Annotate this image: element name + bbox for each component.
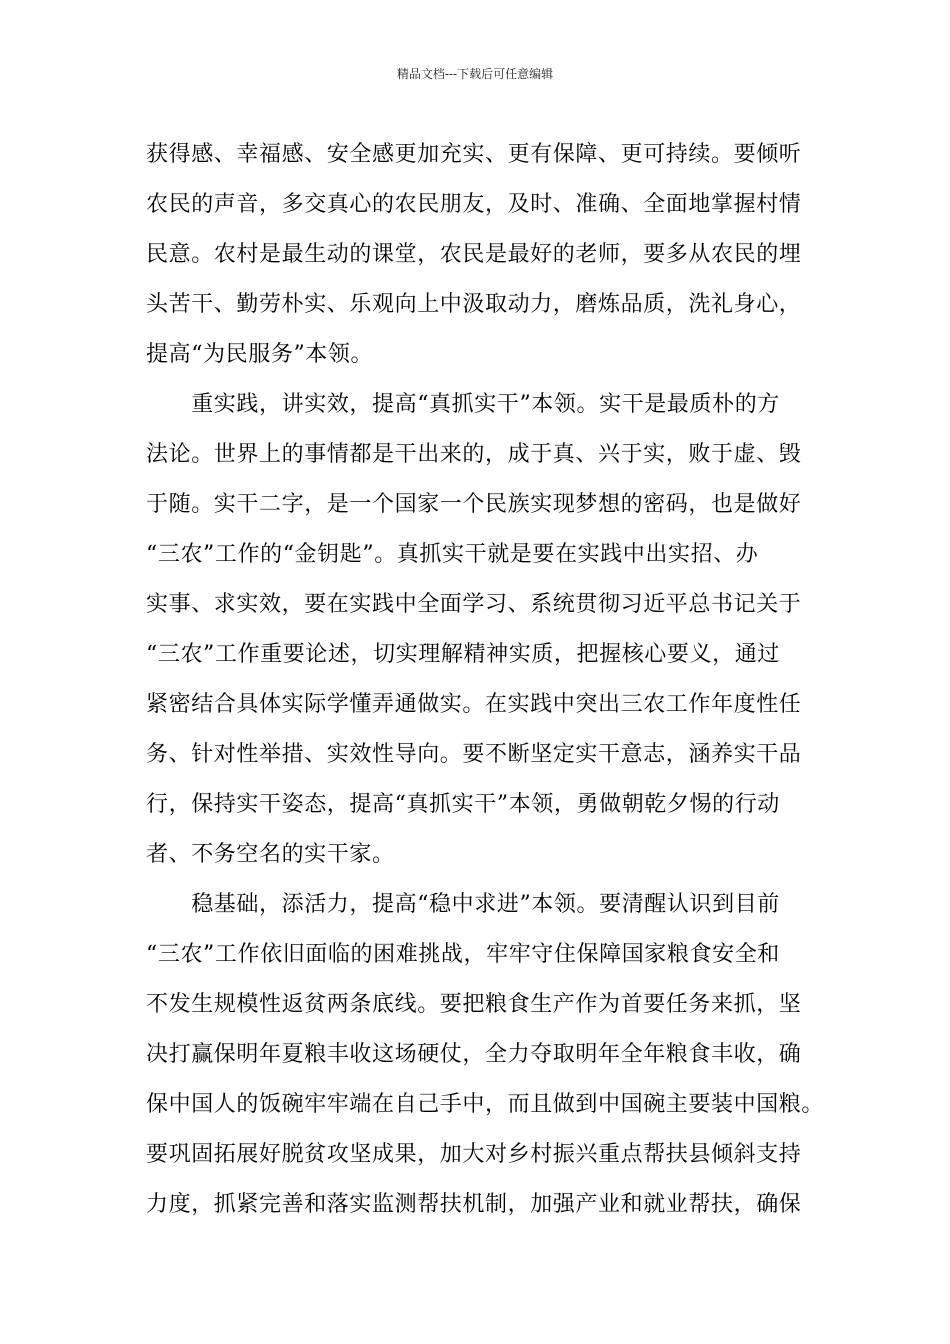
text-line: 实事、求实效，要在实践中全面学习、系统贯彻习近平总书记关于 [146, 592, 802, 617]
text-line: “三农”工作的“金钥匙”。真抓实干就是要在实践中出实招、办 [146, 542, 759, 567]
text-line: 重实践，讲实效，提高“真抓实干”本领。实干是最质朴的方 [146, 392, 780, 417]
text-line: “三农”工作重要论述，切实理解精神实质，把握核心要义，通过 [146, 642, 780, 667]
text-line: 农民的声音，多交真心的农民朋友，及时、准确、全面地掌握村情 [146, 192, 802, 217]
body-text [146, 130, 826, 1230]
text-line: 紧密结合具体实际学懂弄通做实。在实践中突出三农工作年度性任 [146, 692, 802, 717]
text-line: 于随。实干二字，是一个国家一个民族实现梦想的密码，也是做好 [146, 492, 802, 517]
text-line: 要巩固拓展好脱贫攻坚成果，加大对乡村振兴重点帮扶县倾斜支持 [146, 1142, 802, 1167]
text-line: 力度，抓紧完善和落实监测帮扶机制，加强产业和就业帮扶，确保 [146, 1192, 802, 1217]
text-line: 务、针对性举措、实效性导向。要不断坚定实干意志，涵养实干品 [146, 742, 802, 767]
text-line: 保中国人的饭碗牢牢端在自己手中，而且做到中国碗主要装中国粮。 [146, 1092, 825, 1117]
text-line: 不发生规模性返贫两条底线。要把粮食生产作为首要任务来抓，坚 [146, 992, 802, 1017]
text-line: 稳基础，添活力，提高“稳中求进”本领。要清醒认识到目前 [146, 892, 780, 917]
text-line: 者、不务空名的实干家。 [146, 842, 395, 867]
text-line: 法论。世界上的事情都是干出来的，成于真、兴于实，败于虚、毁 [146, 442, 802, 467]
text-line: 决打赢保明年夏粮丰收这场硬仗，全力夺取明年全年粮食丰收，确 [146, 1042, 802, 1067]
text-line: 获得感、幸福感、安全感更加充实、更有保障、更可持续。要倾听 [146, 142, 802, 167]
text-line: 提高“为民服务”本领。 [146, 342, 374, 367]
text-line: 民意。农村是最生动的课堂，农民是最好的老师，要多从农民的埋 [146, 242, 802, 267]
text-line: 行，保持实干姿态，提高“真抓实干”本领，勇做朝乾夕惕的行动 [146, 792, 780, 817]
page-header: 精品文档---下载后可任意编辑 [396, 67, 554, 81]
text-line: “三农”工作依旧面临的困难挑战，牢牢守住保障国家粮食安全和 [146, 942, 780, 967]
text-line: 头苦干、勤劳朴实、乐观向上中汲取动力，磨炼品质，洗礼身心， [146, 292, 802, 317]
